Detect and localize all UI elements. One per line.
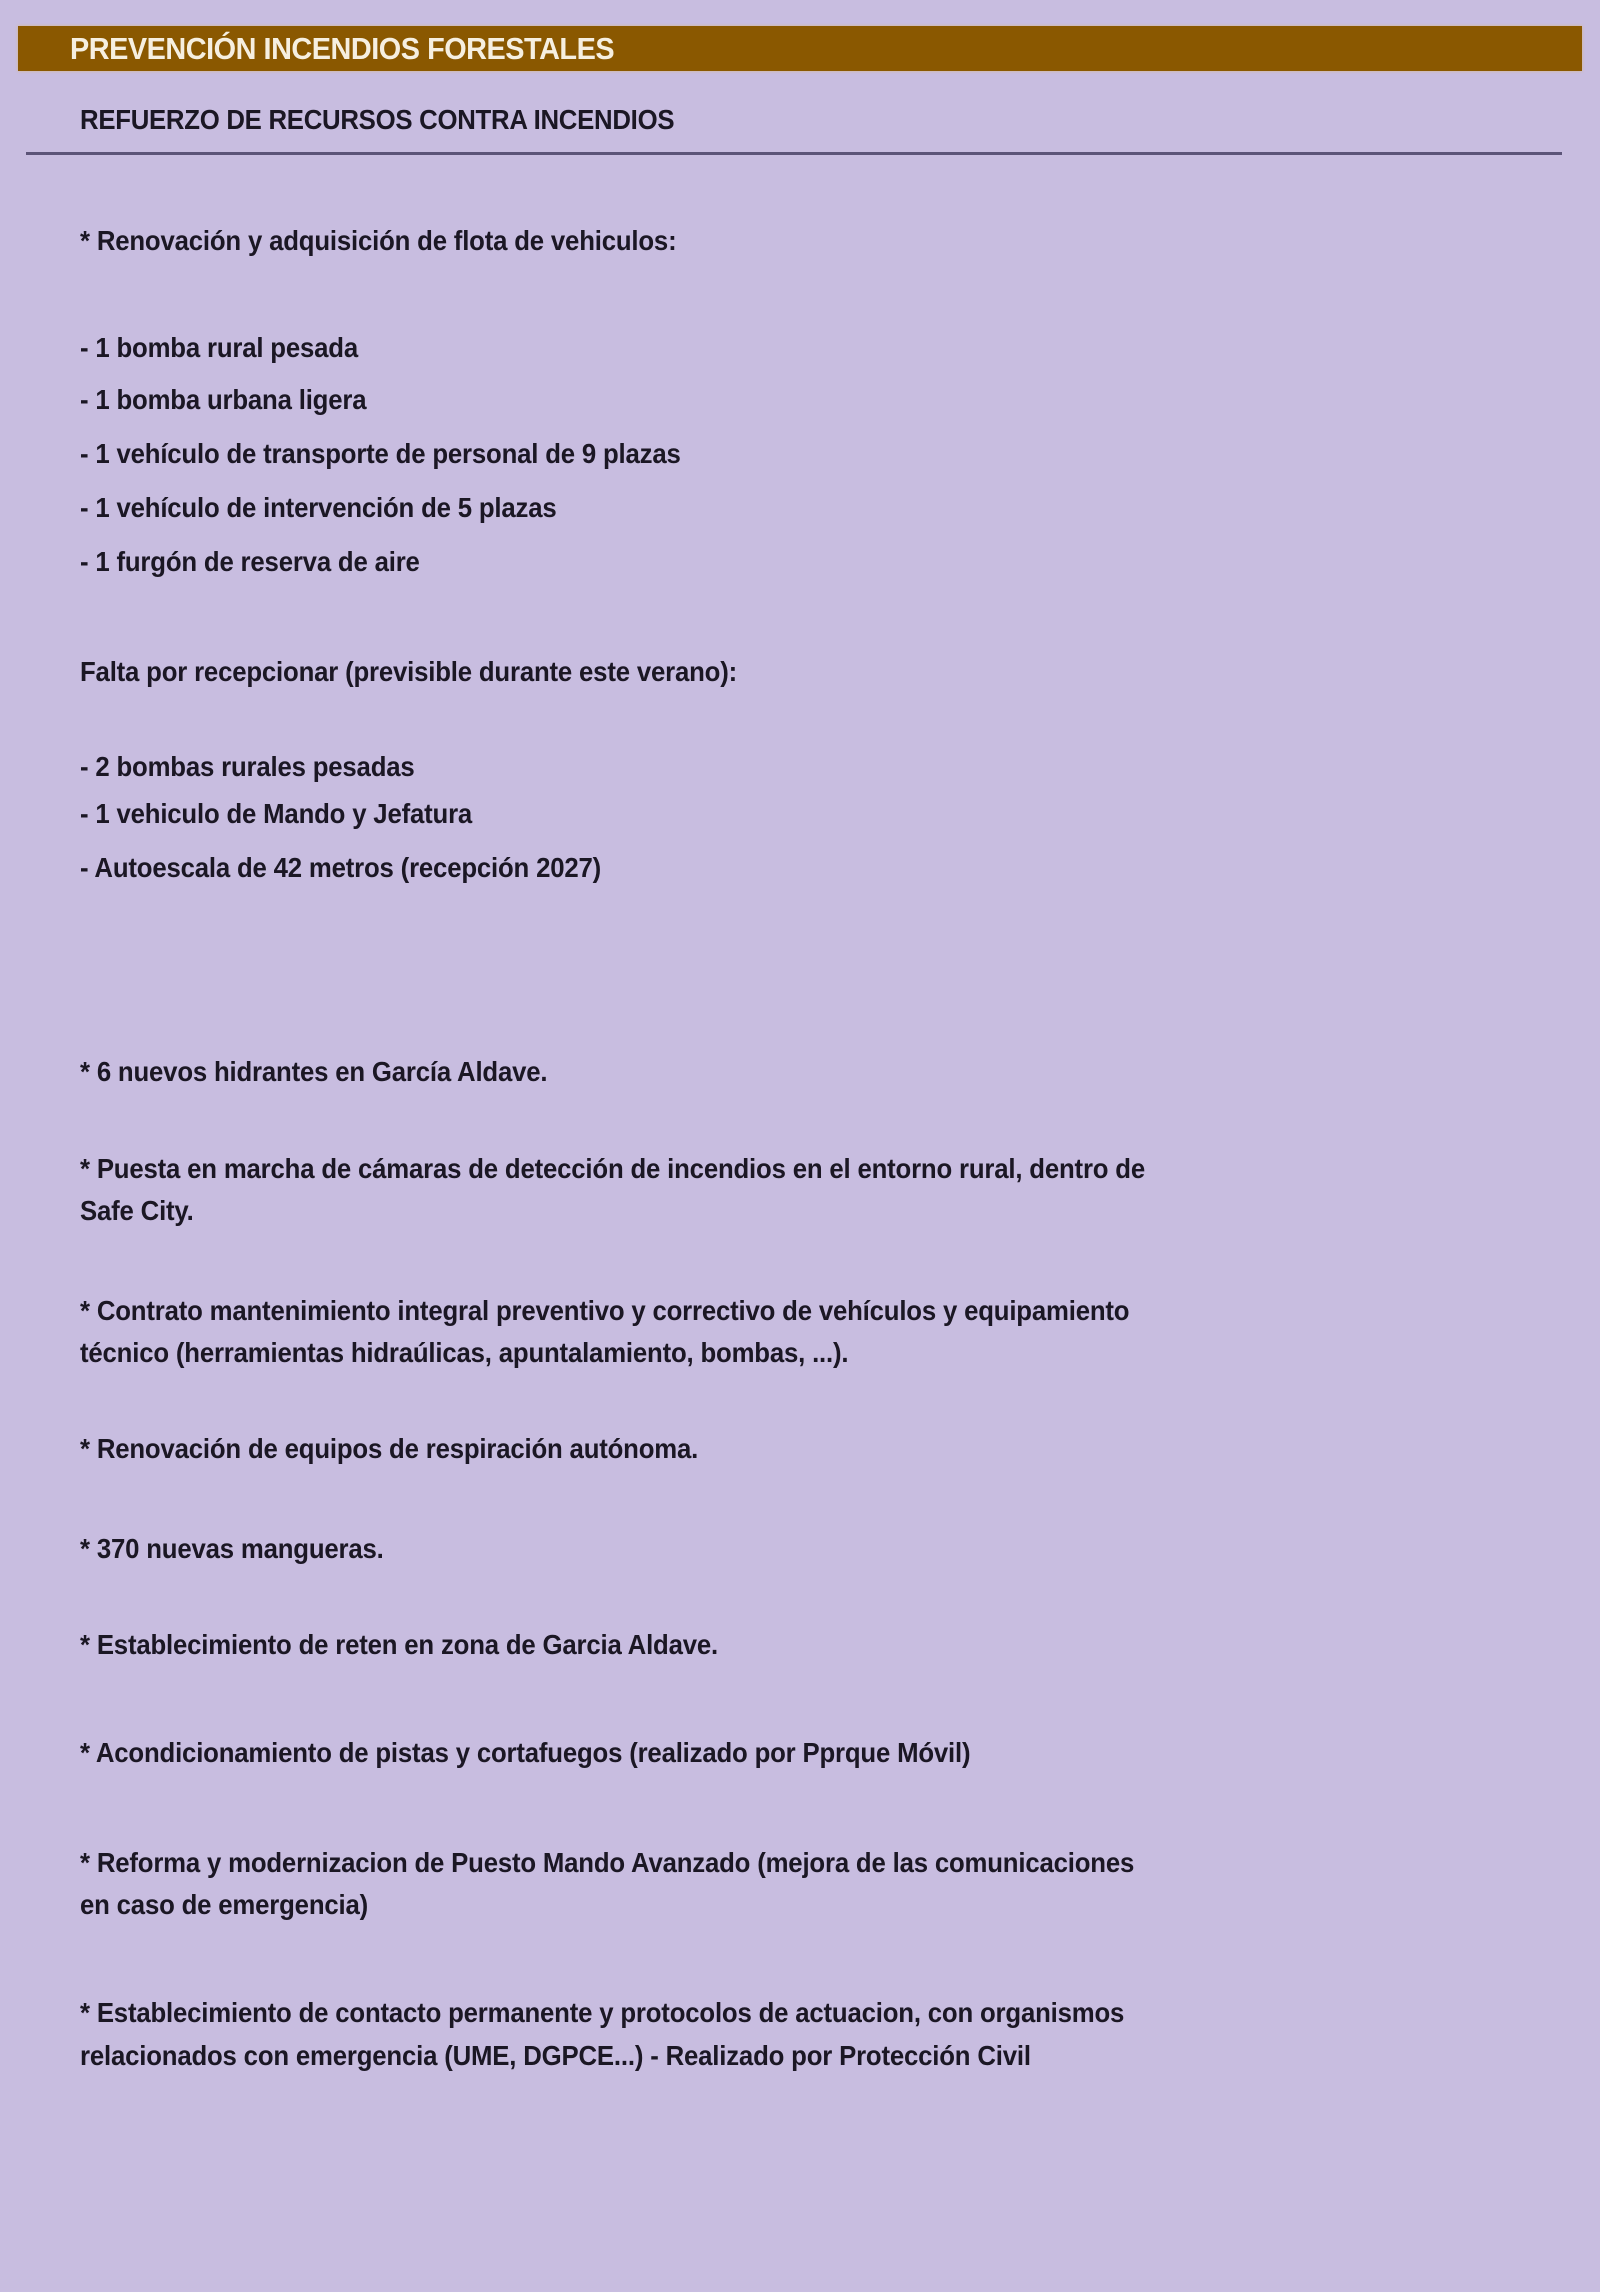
divider <box>26 152 1562 155</box>
list-item: - 1 bomba rural pesada <box>80 332 358 363</box>
section-header-bar <box>18 26 1582 71</box>
measure-item-continued: en caso de emergencia) <box>80 1889 369 1920</box>
section-title: PREVENCIÓN INCENDIOS FORESTALES <box>70 31 615 66</box>
measure-item: * 370 nuevas mangueras. <box>80 1533 384 1564</box>
list-item: - 1 vehículo de intervención de 5 plazas <box>80 492 557 523</box>
measure-item-continued: Safe City. <box>80 1195 194 1226</box>
list-item: - 1 vehículo de transporte de personal de 9 plazas <box>80 438 681 469</box>
list-item: - 2 bombas rurales pesadas <box>80 751 415 782</box>
fleet-heading: * Renovación y adquisición de flota de vehiculos: <box>80 225 677 256</box>
measure-item-continued: relacionados con emergencia (UME, DGPCE...) - Realizado por Protección Civil <box>80 2040 1031 2071</box>
measure-item: * 6 nuevos hidrantes en García Aldave. <box>80 1056 548 1087</box>
measure-item: * Establecimiento de contacto permanente y protocolos de actuacion, con organismos <box>80 1997 1125 2028</box>
measure-item: * Renovación de equipos de respiración autónoma. <box>80 1433 699 1464</box>
measure-item: * Acondicionamiento de pistas y cortafuegos (realizado por Pprque Móvil) <box>80 1737 971 1768</box>
pending-heading: Falta por recepcionar (previsible durante este verano): <box>80 656 737 687</box>
list-item: - Autoescala de 42 metros (recepción 2027) <box>80 852 602 883</box>
subsection-title: REFUERZO DE RECURSOS CONTRA INCENDIOS <box>80 104 675 135</box>
list-item: - 1 vehiculo de Mando y Jefatura <box>80 798 473 829</box>
measure-item: * Establecimiento de reten en zona de Garcia Aldave. <box>80 1629 719 1660</box>
measure-item-continued: técnico (herramientas hidraúlicas, apuntalamiento, bombas, ...). <box>80 1337 849 1368</box>
list-item: - 1 furgón de reserva de aire <box>80 546 420 577</box>
measure-item: * Reforma y modernizacion de Puesto Mando Avanzado (mejora de las comunicaciones <box>80 1847 1135 1878</box>
list-item: - 1 bomba urbana ligera <box>80 384 367 415</box>
measure-item: * Puesta en marcha de cámaras de detección de incendios en el entorno rural, dentro de <box>80 1153 1146 1184</box>
measure-item: * Contrato mantenimiento integral preventivo y correctivo de vehículos y equipamiento <box>80 1295 1130 1326</box>
